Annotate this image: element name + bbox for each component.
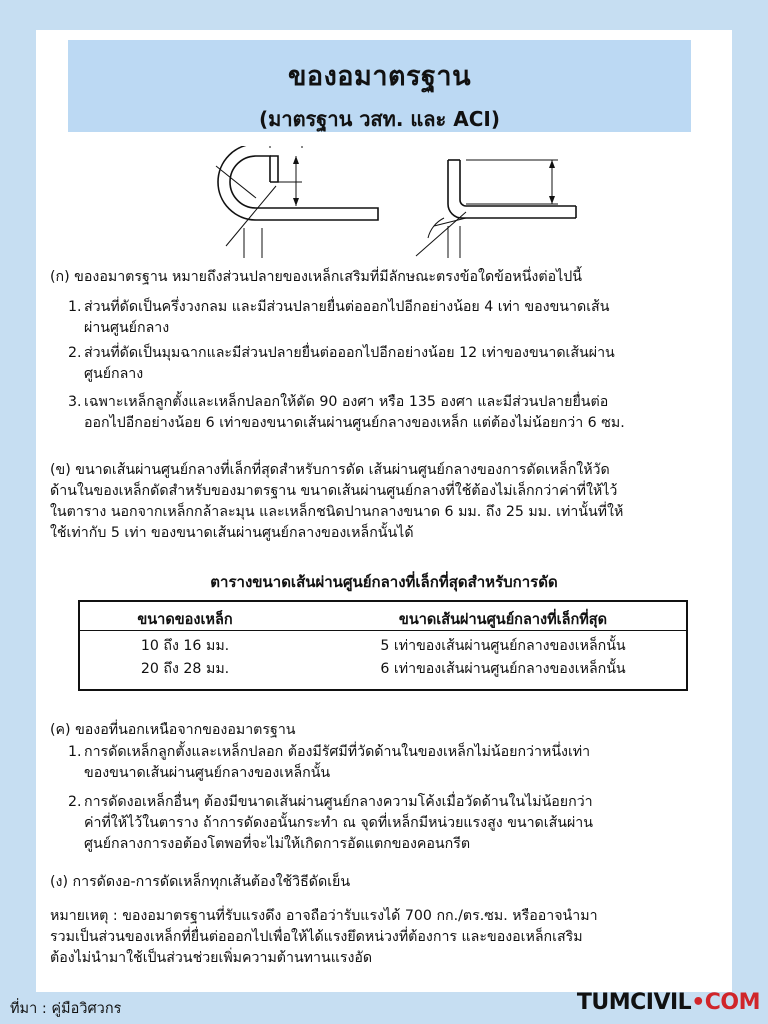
table-cell: 5 เท่าของเส้นผ่านศูนย์กลางของเหล็กนั้น xyxy=(380,638,626,654)
section-b-paragraph: (ข) ขนาดเส้นผ่านศูนย์กลางที่เล็กที่สุดสำหรับการดัด เส้นผ่านศูนย์กลางของการดัดเหล็กให้วัด ด้านในของเหล็กดัดสำหรับของมาตรฐาน ขนาดเส้นผ่านศูนย์กลางที่ใช้ต้องไม่เล็กกว่าค่าที่ให้ไว้ ในตาราง นอกจากเหล็กกล้าละมุน และเหล็กชนิดปานกลางขนาด 6 มม. ถึง 25 มม. เท่านั้นที่ให้ ใช้เท่ากับ 5 เท่า ของขนาดเส้นผ่านศูนย์กลางของเหล็กนั้นได้ xyxy=(50,462,624,541)
table-cell: 10 ถึง 16 มม. xyxy=(140,638,230,654)
table-header-divider xyxy=(80,630,686,631)
page-subtitle: (มาตรฐาน วสท. และ ACI) xyxy=(259,107,500,131)
table-header-bar-size: ขนาดของเหล็ก xyxy=(137,612,233,628)
logo-text-main: TUMCIVIL xyxy=(576,990,692,1015)
logo-text-suffix: •COM xyxy=(691,990,760,1015)
table-title: ตารางขนาดเส้นผ่านศูนย์กลางที่เล็กที่สุดสำหรับการดัด xyxy=(210,573,558,591)
section-c-heading: (ค) ของอที่นอกเหนือจากของอมาตรฐาน xyxy=(50,722,296,738)
section-a-item-2: 2. ส่วนที่ดัดเป็นมุมฉากและมีส่วนปลายยื่นต่อออกไปอีกอย่างน้อย 12 เท่าของขนาดเส้นผ่าน ศูนย์กลาง xyxy=(68,345,615,382)
table-cell: 6 เท่าของเส้นผ่านศูนย์กลางของเหล็กนั้น xyxy=(380,661,626,677)
section-a-item-3: 3. เฉพาะเหล็กลูกตั้งและเหล็กปลอกให้ดัด 90 องศา หรือ 135 องศา และมีส่วนปลายยื่นต่อ ออกไปอีกอย่างน้อย 6 เท่าของขนาดเส้นผ่านศูนย์กลางของเหล็ก แต่ต้องไม่น้อยกว่า 6 ซม. xyxy=(68,394,625,431)
semicircle-hook-drawing xyxy=(216,146,378,258)
table-cell: 20 ถึง 28 มม. xyxy=(140,661,230,677)
page-title: ของอมาตรฐาน xyxy=(287,61,472,92)
document-sheet xyxy=(36,30,732,992)
note-paragraph: หมายเหตุ : ของอมาตรฐานที่รับแรงดึง อาจถือว่ารับแรงได้ 700 กก./ตร.ซม. หรืออาจนำมา รวมเป็นส่วนของเหล็กที่ยื่นต่อออกไปเพื่อให้ได้แรงยึดหน่วงที่ต้องการ และของอเหล็กเสริม ต้องไม่นำมาใช้เป็นส่วนช่วยเพิ่มความต้านทานแรงอัด xyxy=(50,908,598,966)
source-credit: ที่มา : คู่มือวิศวกร xyxy=(10,1001,122,1017)
title-banner xyxy=(68,40,691,132)
table-header-min-diameter: ขนาดเส้นผ่านศูนย์กลางที่เล็กที่สุด xyxy=(398,612,608,628)
section-a-item-1: 1. ส่วนที่ดัดเป็นครึ่งวงกลม และมีส่วนปลายยื่นต่อออกไปอีกอย่างน้อย 4 เท่า ของขนาดเส้น ผ่านศูนย์กลาง xyxy=(68,299,610,336)
section-d-text: (ง) การดัดงอ-การดัดเหล็กทุกเส้นต้องใช้วิธีดัดเย็น xyxy=(50,874,351,890)
right-angle-hook-drawing xyxy=(416,160,576,258)
section-c-item-1: 1. การดัดเหล็กลูกตั้งและเหล็กปลอก ต้องมีรัศมีที่วัดด้านในของเหล็กไม่น้อยกว่าหนึ่งเท่า ของขนาดเส้นผ่านศูนย์กลางของเหล็กนั้น xyxy=(68,744,591,781)
site-logo xyxy=(577,990,760,1015)
bend-diameter-table xyxy=(78,600,688,691)
hook-diagram xyxy=(166,146,596,261)
section-a-heading: (ก) ของอมาตรฐาน หมายถึงส่วนปลายของเหล็กเสริมที่มีลักษณะตรงข้อใดข้อหนึ่งต่อไปนี้ xyxy=(50,269,582,285)
section-c-item-2: 2. การดัดงอเหล็กอื่นๆ ต้องมีขนาดเส้นผ่านศูนย์กลางความโค้งเมื่อวัดด้านในไม่น้อยกว่า ค่าที่ให้ไว้ในตาราง ถ้าการดัดงอนั้นกระทำ ณ จุดที่เหล็กมีหน่วยแรงสูง ขนาดเส้นผ่าน ศูนย์กลางการงอต้องโตพอที่จะไม่ให้เกิดการอัดแตกของคอนกรีต xyxy=(68,794,593,852)
